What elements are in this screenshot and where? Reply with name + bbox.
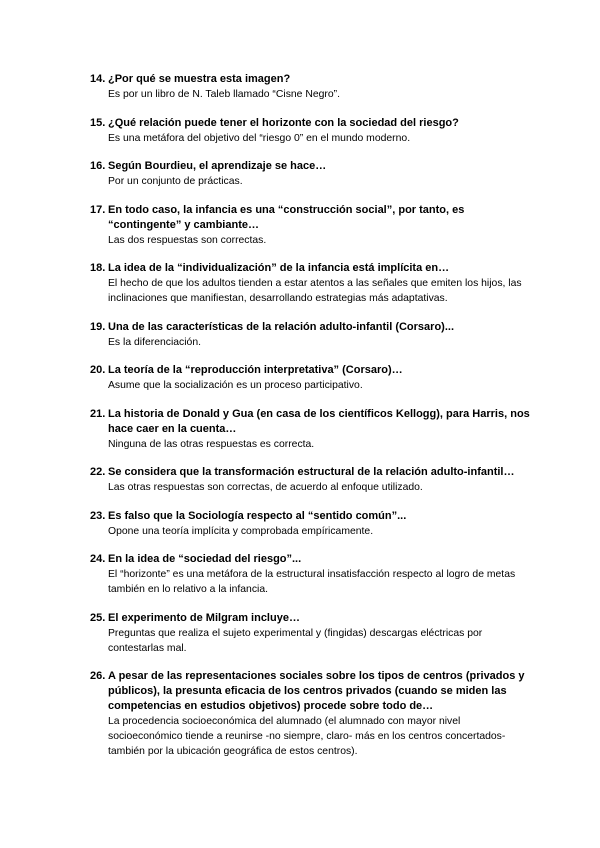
question-number: 23. [90, 509, 106, 522]
answer-text: Es una metáfora del objetivo del “riesgo 0” en el mundo moderno. [108, 132, 411, 144]
question-text: La idea de la “individualización” de la infancia está implícita en… [108, 262, 450, 274]
question-item-24 [90, 552, 530, 597]
answer-text: Opone una teoría implícita y comprobada empíricamente. [108, 525, 374, 537]
question-item-15 [90, 116, 530, 146]
answer-text: Las otras respuestas son correctas, de acuerdo al enfoque utilizado. [108, 482, 423, 493]
question-text: La historia de Donald y Gua (en casa de los científicos Kellogg), para Harris, nos hace caer en la cuenta… [108, 407, 530, 435]
answer-text: El hecho de que los adultos tienden a estar atentos a las señales que emiten los hijos, las inclinaciones que manifiestan, desarrollando estrategias más adaptativas. [108, 278, 522, 304]
question-item-16 [90, 159, 530, 189]
question-text: ¿Qué relación puede tener el horizonte con la sociedad del riesgo? [108, 116, 459, 129]
question-item-17 [90, 203, 530, 248]
question-number: 22. [90, 466, 106, 478]
question-number: 21. [90, 407, 106, 420]
question-number: 25. [90, 611, 106, 624]
question-item-25 [90, 611, 530, 656]
question-item-14 [90, 72, 530, 102]
question-text: Según Bourdieu, el aprendizaje se hace… [108, 160, 327, 172]
answer-text: Asume que la socialización es un proceso participativo. [108, 380, 363, 391]
question-number: 18. [90, 262, 106, 274]
question-item-19 [90, 320, 530, 350]
question-number: 17. [90, 203, 106, 216]
question-number: 14. [90, 73, 106, 85]
answer-text: Las dos respuestas son correctas. [108, 234, 267, 246]
question-number: 19. [90, 320, 106, 333]
answer-text: Preguntas que realiza el sujeto experimental y (fingidas) descargas eléctricas por contestarlas mal. [108, 627, 483, 654]
question-text: ¿Por qué se muestra esta imagen? [108, 73, 291, 85]
answer-text: Por un conjunto de prácticas. [108, 176, 243, 187]
question-text: En todo caso, la infancia es una “construcción social”, por tanto, es “contingente” y cambiante… [108, 203, 465, 231]
question-item-23 [90, 509, 530, 539]
question-number: 24. [90, 553, 106, 565]
answer-text: Es la diferenciación. [108, 336, 201, 348]
answer-text: La procedencia socioeconómica del alumnado (el alumnado con mayor nivel socioeconómico tiende a reunirse -no siempre, claro- más en los centros concertados- también por la ubicación geográfica de estos centros). [108, 716, 506, 757]
question-text: Es falso que la Sociología respecto al “sentido común”... [108, 509, 407, 522]
question-text: Una de las características de la relación adulto-infantil (Corsaro)... [108, 320, 454, 333]
question-number: 20. [90, 364, 106, 376]
question-item-26 [90, 669, 530, 759]
question-item-21 [90, 407, 530, 452]
question-text: El experimento de Milgram incluye… [108, 611, 300, 624]
question-number: 16. [90, 160, 106, 172]
question-text: En la idea de “sociedad del riesgo”... [108, 553, 302, 565]
question-text: A pesar de las representaciones sociales sobre los tipos de centros (privados y públicos), la presunta eficacia de los centros privados (cuando se miden las competencias en estudios objetivos) procede sobre todo de… [108, 670, 525, 712]
question-item-20 [90, 363, 530, 393]
question-text: La teoría de la “reproducción interpretativa” (Corsaro)… [108, 364, 403, 376]
question-item-22 [90, 465, 530, 495]
question-number: 15. [90, 116, 106, 129]
question-number: 26. [90, 670, 106, 682]
answer-text: Ninguna de las otras respuestas es correcta. [108, 438, 315, 450]
answer-text: El “horizonte” es una metáfora de la estructural insatisfacción respecto al logro de metas también en lo relativo a la infancia. [108, 569, 516, 595]
question-item-18 [90, 261, 530, 306]
question-list [90, 72, 530, 773]
answer-text: Es por un libro de N. Taleb llamado “Cisne Negro”. [108, 89, 340, 100]
question-text: Se considera que la transformación estructural de la relación adulto-infantil… [108, 466, 515, 478]
